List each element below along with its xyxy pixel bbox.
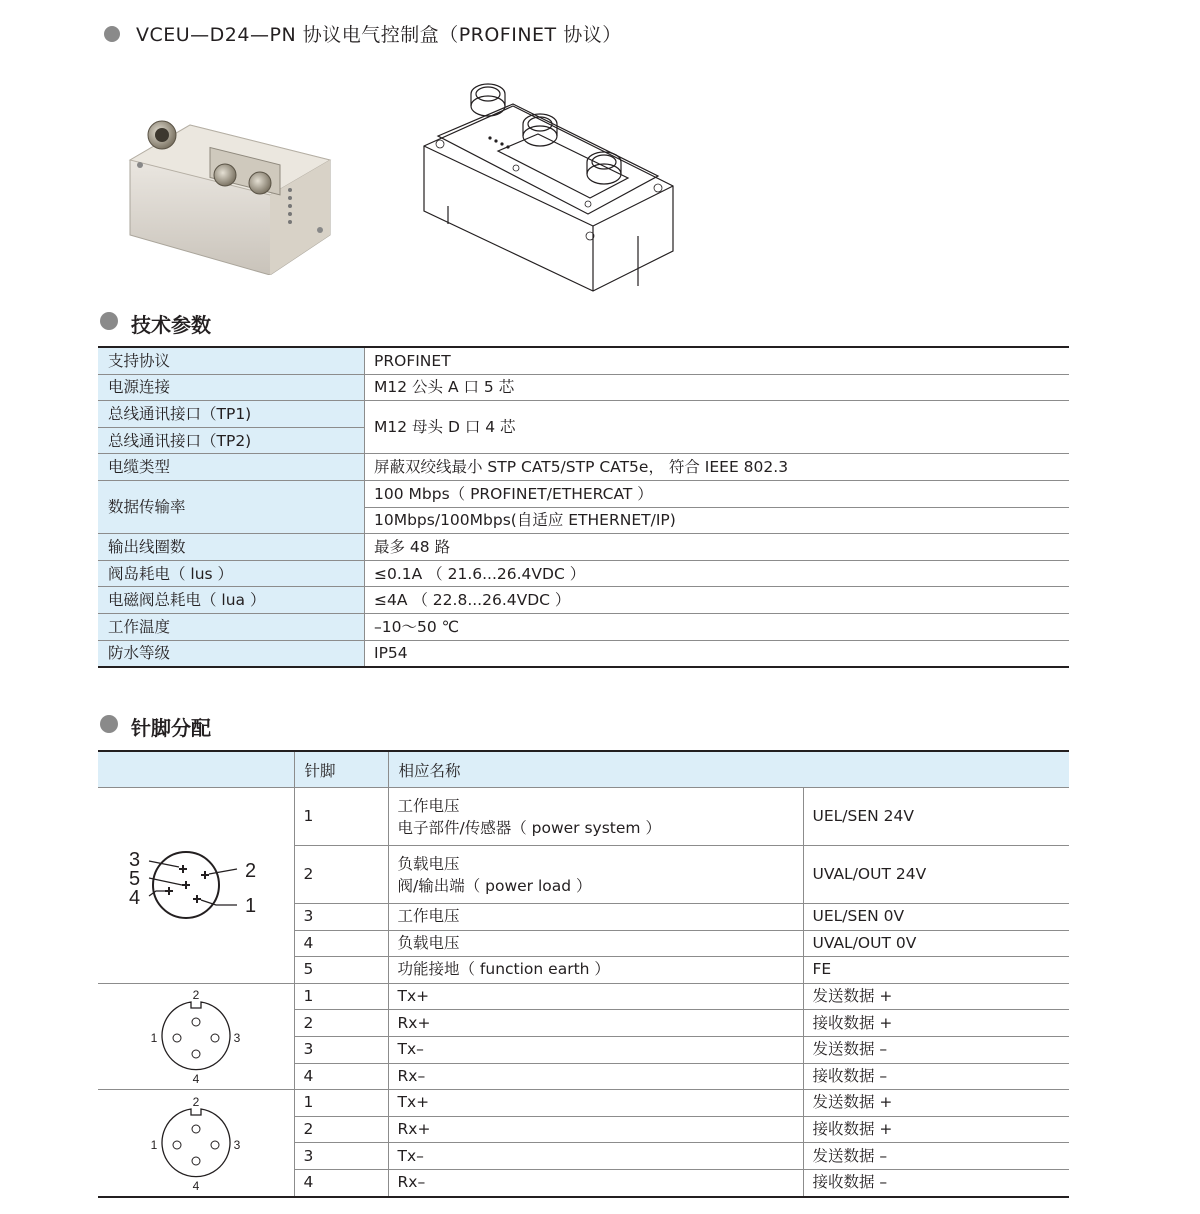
power-pin-label: 2 [244, 860, 256, 883]
power-pin-label: 4 [128, 887, 140, 910]
table-row [98, 788, 1069, 846]
pin-name [388, 846, 803, 904]
table-header-row [98, 751, 1069, 788]
spec-label: 工作温度 [98, 613, 365, 640]
bus-pin-label: 4 [192, 1178, 200, 1193]
page-title: VCEU—D24—PN 协议电气控制盒（PROFINET 协议） [136, 24, 622, 46]
section-bullet-icon [100, 715, 118, 733]
bus-pin-label: 3 [233, 1031, 241, 1046]
spec-label: 数据传输率 [98, 480, 365, 533]
power-pin-label: 3 [128, 849, 140, 872]
pin-number: 3 [294, 1036, 388, 1063]
pin-number: 1 [294, 1090, 388, 1117]
spec-value: ≤0.1A （ 21.6...26.4VDC ） [365, 560, 1070, 587]
pin-name: 负载电压 [388, 930, 803, 957]
pin-number: 2 [294, 846, 388, 904]
spec-value: –10～50 ℃ [365, 613, 1070, 640]
pin-name-line: 负载电压 [397, 854, 460, 873]
bus-pin-label: 1 [150, 1137, 158, 1152]
pin-signal: 发送数据 + [803, 1090, 1069, 1117]
power-pin-label: 5 [128, 868, 140, 891]
product-outline-drawing [418, 76, 678, 294]
pin-number: 5 [294, 957, 388, 984]
pin-name: Tx+ [388, 983, 803, 1010]
pin-name-line: 阀/输出端（ power load ） [397, 876, 592, 895]
pin-signal: 发送数据 – [803, 1143, 1069, 1170]
spec-label: 总线通讯接口（TP2) [98, 427, 365, 454]
spec-value: M12 母头 D 口 4 芯 [365, 401, 1070, 454]
pin-signal: 发送数据 + [803, 983, 1069, 1010]
pin-number: 3 [294, 1143, 388, 1170]
pin-signal: 接收数据 – [803, 1063, 1069, 1090]
pin-name: Rx+ [388, 1010, 803, 1037]
spec-label: 防水等级 [98, 640, 365, 667]
table-row [98, 480, 1069, 507]
pin-signal: 接收数据 + [803, 1010, 1069, 1037]
bus-pin-label: 4 [192, 1072, 200, 1087]
bus-pin-label: 1 [150, 1031, 158, 1046]
power-connector-diagram [121, 845, 271, 925]
col-header-name: 相应名称 [388, 751, 1069, 788]
pin-number: 4 [294, 1063, 388, 1090]
pin-signal: UVAL/OUT 24V [803, 846, 1069, 904]
bus-connector-cell [98, 983, 294, 1089]
table-row [98, 401, 1069, 428]
table-row [98, 347, 1069, 374]
spec-value: ≤4A （ 22.8...26.4VDC ） [365, 587, 1070, 614]
section-bullet-icon [100, 312, 118, 330]
spec-label: 阀岛耗电（ lus ） [98, 560, 365, 587]
table-row [98, 374, 1069, 401]
spec-label: 总线通讯接口（TP1) [98, 401, 365, 428]
table-row [98, 640, 1069, 667]
spec-value: 100 Mbps（ PROFINET/ETHERCAT ） [365, 480, 1070, 507]
pin-signal: UVAL/OUT 0V [803, 930, 1069, 957]
pin-signal: UEL/SEN 0V [803, 904, 1069, 931]
pin-number: 4 [294, 1169, 388, 1196]
spec-value: 最多 48 路 [365, 534, 1070, 561]
pin-number: 1 [294, 983, 388, 1010]
spec-value: IP54 [365, 640, 1070, 667]
table-row [98, 587, 1069, 614]
pin-name: Tx+ [388, 1090, 803, 1117]
pin-name-line: 工作电压 [397, 796, 460, 815]
pin-name: Tx– [388, 1036, 803, 1063]
pin-number: 2 [294, 1010, 388, 1037]
pin-name: 功能接地（ function earth ） [388, 957, 803, 984]
pin-name: 工作电压 [388, 904, 803, 931]
col-header-pin: 针脚 [294, 751, 388, 788]
spec-value: M12 公头 A 口 5 芯 [365, 374, 1070, 401]
bus-pin-label: 3 [233, 1137, 241, 1152]
tech-section-title: 技术参数 [131, 313, 211, 337]
pin-name [388, 788, 803, 846]
spec-label: 输出线圈数 [98, 534, 365, 561]
product-photo [120, 105, 340, 275]
pin-name: Rx– [388, 1063, 803, 1090]
bus-pin-label: 2 [192, 1094, 200, 1109]
bus-pin-label: 2 [192, 988, 200, 1003]
pin-table [98, 750, 1069, 1198]
table-row [98, 454, 1069, 481]
power-pin-label: 1 [244, 895, 256, 918]
title-bullet-icon [104, 26, 120, 42]
pin-name: Rx– [388, 1169, 803, 1196]
table-row [98, 983, 1069, 1010]
spec-label: 电磁阀总耗电（ lua ） [98, 587, 365, 614]
table-row [98, 1090, 1069, 1117]
spec-label: 电缆类型 [98, 454, 365, 481]
pin-number: 1 [294, 788, 388, 846]
pin-signal: 接收数据 – [803, 1169, 1069, 1196]
table-row [98, 534, 1069, 561]
pin-section-title: 针脚分配 [131, 716, 211, 740]
spec-label: 电源连接 [98, 374, 365, 401]
pin-signal: 发送数据 – [803, 1036, 1069, 1063]
pin-number: 2 [294, 1116, 388, 1143]
spec-table [98, 346, 1069, 668]
pin-name: Tx– [388, 1143, 803, 1170]
spec-label: 支持协议 [98, 347, 365, 374]
pin-name: Rx+ [388, 1116, 803, 1143]
pin-signal: 接收数据 + [803, 1116, 1069, 1143]
spec-value: PROFINET [365, 347, 1070, 374]
pin-signal: FE [803, 957, 1069, 984]
spec-value: 屏蔽双绞线最小 STP CAT5/STP CAT5e， 符合 IEEE 802.3 [365, 454, 1070, 481]
pin-signal: UEL/SEN 24V [803, 788, 1069, 846]
pin-name-line: 电子部件/传感器（ power system ） [397, 818, 661, 837]
power-connector-cell [98, 788, 294, 984]
bus-connector-diagram [141, 986, 251, 1086]
pin-number: 3 [294, 904, 388, 931]
table-row [98, 613, 1069, 640]
table-row [98, 560, 1069, 587]
spec-value: 10Mbps/100Mbps(自适应 ETHERNET/IP) [365, 507, 1070, 534]
bus-connector-cell [98, 1090, 294, 1197]
bus-connector-diagram [141, 1093, 251, 1193]
pin-number: 4 [294, 930, 388, 957]
